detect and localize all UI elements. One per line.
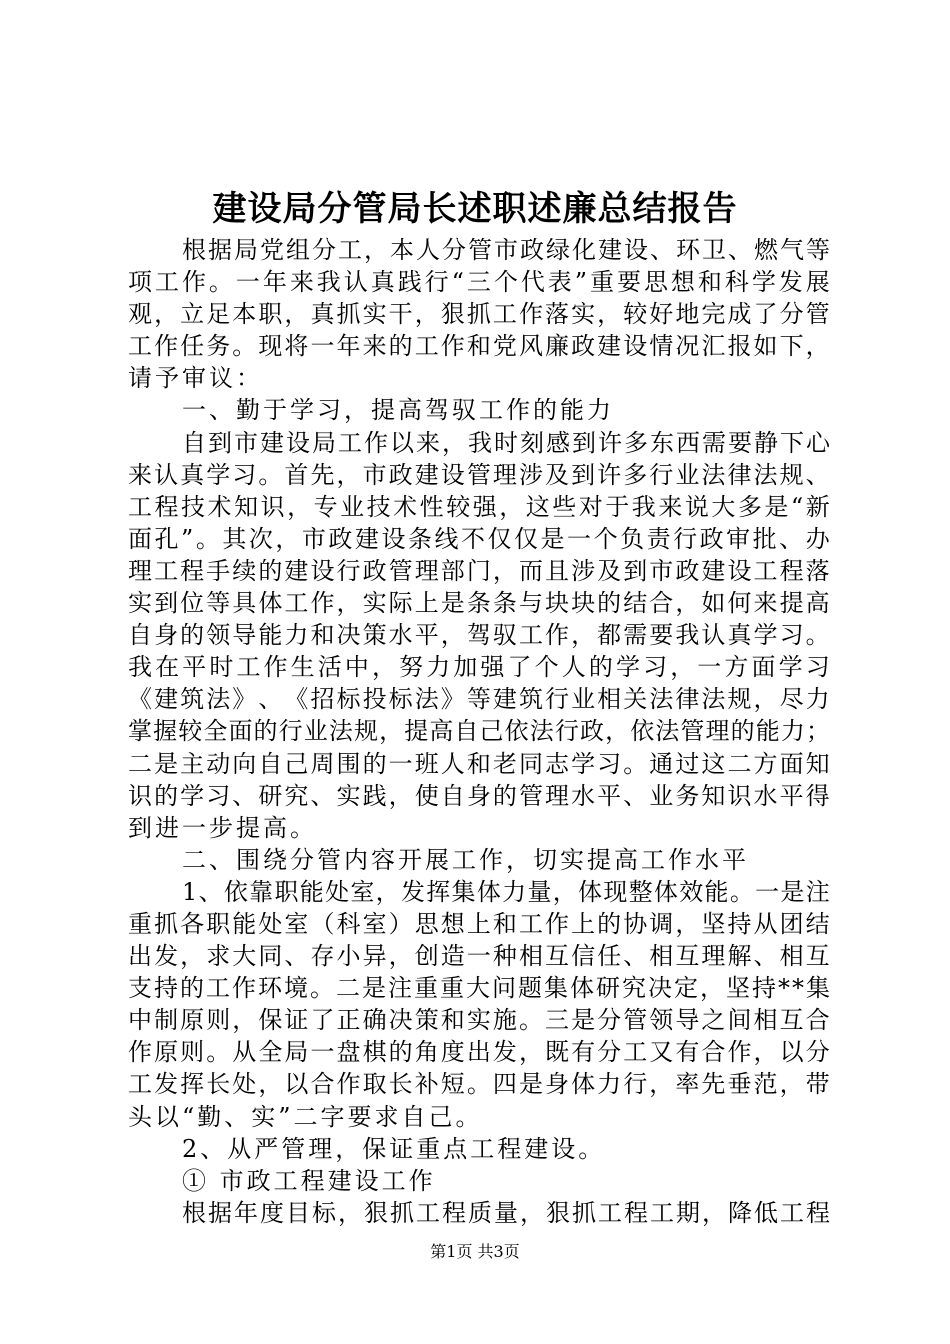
paragraph-line: 《 建 筑 法 》 、 《 招 标 投 标 法 》 等 建 筑 行 业 相 关 法 律 法 规 ， 尽 力 bbox=[128, 685, 830, 714]
paragraph-line: 观 ， 立 足 本 职 ， 真 抓 实 干 ， 狠 抓 工 作 落 实 ， 较 好 地 完 成 了 分 管 bbox=[128, 300, 830, 329]
paragraph-line: 根 据 局 党 组 分 工 ， 本 人 分 管 市 政 绿 化 建 设 、 环 卫 、 燃 气 等 bbox=[182, 236, 830, 264]
paragraph-line: 请予审议： bbox=[128, 364, 263, 393]
paragraph-line: 到进一步提高。 bbox=[128, 813, 317, 842]
paragraph-line: 实 到 位 等 具 体 工 作 ， 实 际 上 是 条 条 与 块 块 的 结 合 ， 如 何 来 提 高 bbox=[128, 589, 830, 618]
paragraph-line: 2、从严管理，保证重点工程建设。 bbox=[182, 1134, 606, 1163]
paragraph-line: 我 在 平 时 工 作 生 活 中 ， 努 力 加 强 了 个 人 的 学 习 ， 一 方 面 学 习 bbox=[128, 653, 830, 682]
paragraph-line: 识 的 学 习 、 研 究 、 实 践 ， 使 自 身 的 管 理 水 平 、 业 务 知 识 水 平 得 bbox=[128, 781, 830, 810]
paragraph-line: 自 到 市 建 设 局 工 作 以 来 ， 我 时 刻 感 到 许 多 东 西 需 要 静 下 心 bbox=[182, 428, 830, 457]
paragraph-line: 支 持 的 工 作 环 境 。 二 是 注 重 重 大 问 题 集 体 研 究 决 定 ， 坚 持 * * 集 bbox=[128, 974, 830, 1003]
paragraph-line: 掌 握 较 全 面 的 行 业 法 规 ， 提 高 自 己 依 法 行 政 ， 依 法 管 理 的 能 力 ； bbox=[128, 717, 830, 746]
paragraph-line: 面 孔 ” 。 其 次 ， 市 政 建 设 条 线 不 仅 仅 是 一 个 负 责 行 政 审 批 、 办 bbox=[128, 524, 830, 553]
document-body bbox=[128, 234, 830, 1229]
paragraph-line: ① 市政工程建设工作 bbox=[182, 1166, 436, 1195]
paragraph-line: 中 制 原 则 ， 保 证 了 正 确 决 策 和 实 施 。 三 是 分 管 领 导 之 间 相 互 合 bbox=[128, 1006, 830, 1035]
paragraph-line: 根 据 年 度 目 标 ， 狠 抓 工 程 质 量 ， 狠 抓 工 程 工 期 ， 降 低 工 程 bbox=[182, 1198, 830, 1227]
paragraph-line: 工 作 任 务 。 现 将 一 年 来 的 工 作 和 党 风 廉 政 建 设 情 况 汇 报 如 下 ， bbox=[128, 332, 830, 361]
paragraph-line: 理 工 程 手 续 的 建 设 行 政 管 理 部 门 ， 而 且 涉 及 到 市 政 建 设 工 程 落 bbox=[128, 556, 830, 585]
paragraph-line: 二 是 主 动 向 自 己 周 围 的 一 班 人 和 老 同 志 学 习 。 通 过 这 二 方 面 知 bbox=[128, 749, 830, 778]
paragraph-line: 二、围绕分管内容开展工作，切实提高工作水平 bbox=[182, 845, 749, 874]
page-footer: 第1页 共3页 bbox=[430, 1242, 520, 1261]
paragraph-line: 1 、 依 靠 职 能 处 室 ， 发 挥 集 体 力 量 ， 体 现 整 体 效 能 。 一 是 注 bbox=[182, 877, 830, 906]
paragraph-line: 工 程 技 术 知 识 ， 专 业 技 术 性 较 强 ， 这 些 对 于 我 来 说 大 多 是 “ 新 bbox=[128, 492, 830, 521]
paragraph-line: 头以“勤、实”二字要求自己。 bbox=[128, 1102, 483, 1131]
paragraph-line: 出 发 ， 求 大 同 、 存 小 异 ， 创 造 一 种 相 互 信 任 、 相 互 理 解 、 相 互 bbox=[128, 942, 830, 971]
document-title: 建设局分管局长述职述廉总结报告 bbox=[212, 189, 738, 229]
paragraph-line: 自 身 的 领 导 能 力 和 决 策 水 平 ， 驾 驭 工 作 ， 都 需 要 我 认 真 学 习 。 bbox=[128, 621, 830, 650]
paragraph-line: 一、勤于学习，提高驾驭工作的能力 bbox=[182, 396, 614, 425]
paragraph-line: 重 抓 各 职 能 处 室 （ 科 室 ） 思 想 上 和 工 作 上 的 协 调 ， 坚 持 从 团 结 bbox=[128, 909, 830, 938]
paragraph-line: 来 认 真 学 习 。 首 先 ， 市 政 建 设 管 理 涉 及 到 许 多 行 业 法 律 法 规 、 bbox=[128, 460, 830, 489]
paragraph-line: 项 工 作 。 一 年 来 我 认 真 践 行 “ 三 个 代 表 ” 重 要 思 想 和 科 学 发 展 bbox=[128, 268, 830, 297]
paragraph-line: 作 原 则 。 从 全 局 一 盘 棋 的 角 度 出 发 ， 既 有 分 工 又 有 合 作 ， 以 分 bbox=[128, 1038, 830, 1067]
paragraph-line: 工 发 挥 长 处 ， 以 合 作 取 长 补 短 。 四 是 身 体 力 行 ， 率 先 垂 范 ， 带 bbox=[128, 1070, 830, 1099]
